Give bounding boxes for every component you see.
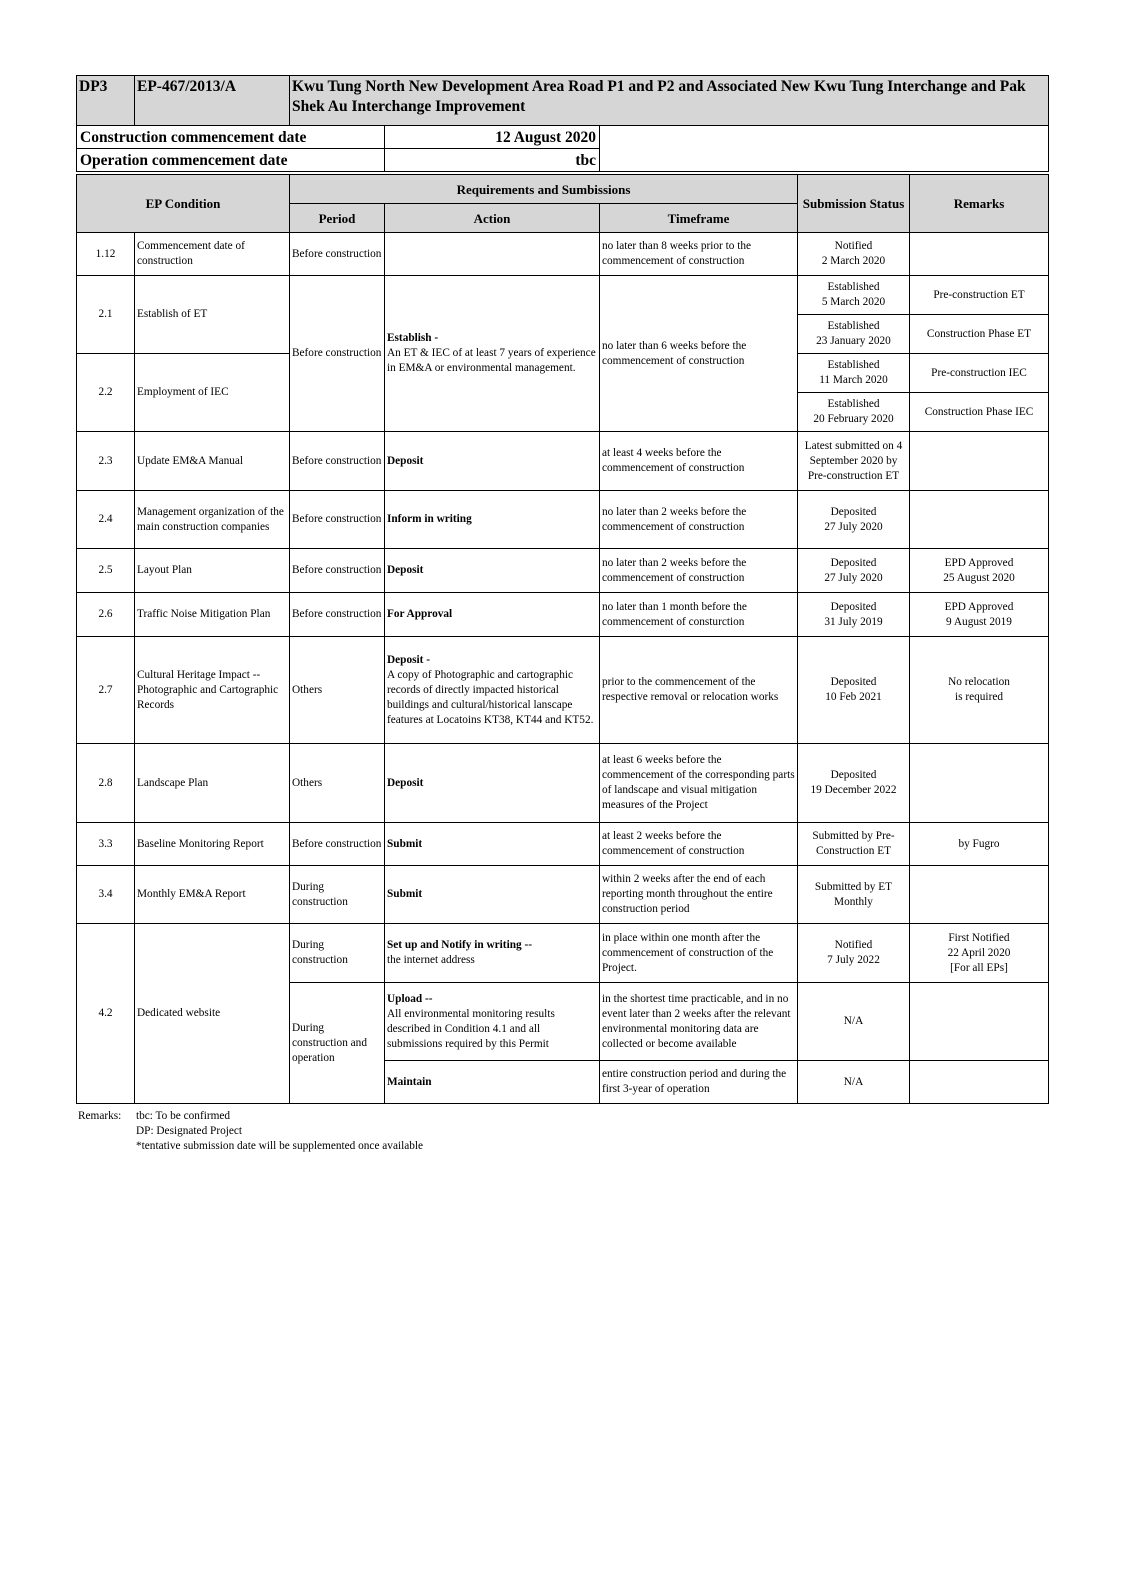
- condition-number: 3.4: [77, 866, 135, 924]
- period-cell: Before construction: [290, 593, 385, 637]
- condition-name: Layout Plan: [135, 549, 290, 593]
- remarks-line: *tentative submission date will be supplemented once available: [136, 1140, 424, 1152]
- status-cell: N/A: [798, 1061, 910, 1104]
- project-header-table: [76, 75, 1049, 126]
- status-cell: [798, 276, 910, 315]
- condition-name: Establish of ET: [135, 276, 290, 354]
- status-cell: [798, 354, 910, 393]
- timeframe-cell: prior to the commencement of the respective removal or relocation works: [600, 637, 798, 744]
- condition-number: 2.6: [77, 593, 135, 637]
- status-line: Notified: [834, 240, 873, 252]
- action-cell: Inform in writing: [385, 491, 600, 549]
- status-line: September 2020 by: [809, 454, 898, 467]
- commencement-dates-table: [76, 125, 1049, 172]
- condition-name: Dedicated website: [135, 924, 290, 1104]
- table-row: [77, 744, 1049, 823]
- status-line: 27 July 2020: [824, 520, 883, 533]
- period-cell: Before construction: [290, 823, 385, 866]
- status-cell: [798, 823, 910, 866]
- timeframe-cell: no later than 6 weeks before the commencement of construction: [600, 276, 798, 432]
- action-body: An ET & IEC of at least 7 years of experience in EM&A or environmental management.: [387, 347, 596, 374]
- condition-name: Baseline Monitoring Report: [135, 823, 290, 866]
- remarks-lines: [136, 1109, 636, 1154]
- remarks-cell: [910, 233, 1049, 276]
- condition-name: Landscape Plan: [135, 744, 290, 823]
- status-cell: [798, 315, 910, 354]
- status-line: Notified: [834, 939, 873, 951]
- status-cell: [798, 866, 910, 924]
- action-body: the internet address: [387, 954, 475, 966]
- timeframe-cell: entire construction period and during the first 3-year of operation: [600, 1061, 798, 1104]
- condition-number: 4.2: [77, 924, 135, 1104]
- status-cell: [798, 637, 910, 744]
- status-line: Deposited: [830, 676, 877, 688]
- status-cell: [798, 491, 910, 549]
- condition-number: 3.3: [77, 823, 135, 866]
- table-row: [77, 924, 1049, 983]
- status-line: Latest submitted on 4: [804, 439, 903, 452]
- remarks-cell: [910, 1061, 1049, 1104]
- remarks-line: [For all EPs]: [950, 961, 1008, 974]
- operation-date-value: tbc: [385, 149, 600, 172]
- condition-name: Commencement date of construction: [135, 233, 290, 276]
- condition-number: 2.3: [77, 432, 135, 491]
- status-line: 7 July 2022: [827, 954, 880, 966]
- action-cell: For Approval: [385, 593, 600, 637]
- remarks-cell: by Fugro: [910, 823, 1049, 866]
- condition-name: Cultural Heritage Impact -- Photographic and Cartographic Records: [135, 637, 290, 744]
- status-line: Deposited: [830, 556, 877, 569]
- action-cell: Submit: [385, 866, 600, 924]
- condition-number: 2.1: [77, 276, 135, 354]
- timeframe-cell: no later than 2 weeks before the commencement of construction: [600, 549, 798, 593]
- remarks-cell: [910, 637, 1049, 744]
- table-row: [77, 276, 1049, 315]
- status-line: Submitted by ET: [814, 880, 893, 893]
- remarks-line: EPD Approved: [944, 556, 1014, 569]
- action-cell: [385, 983, 600, 1061]
- operation-date-label: Operation commencement date: [77, 149, 385, 172]
- timeframe-cell: at least 6 weeks before the commencement of the corresponding parts of landscape and visual mitigation measures of the Project: [600, 744, 798, 823]
- table-row: [77, 491, 1049, 549]
- remarks-cell: Pre-construction IEC: [910, 354, 1049, 393]
- remarks-line: No relocation: [948, 676, 1010, 688]
- condition-number: 2.8: [77, 744, 135, 823]
- status-line: 11 March 2020: [819, 374, 888, 386]
- remarks-line: is required: [955, 691, 1003, 703]
- action-head: Deposit -: [387, 653, 430, 666]
- table-row: [77, 593, 1049, 637]
- status-cell: [798, 549, 910, 593]
- status-cell: [798, 432, 910, 491]
- remarks-cell: Construction Phase ET: [910, 315, 1049, 354]
- table-row: [77, 432, 1049, 491]
- period-cell: Before construction: [290, 432, 385, 491]
- condition-number: 1.12: [77, 233, 135, 276]
- col-period: Period: [290, 204, 385, 233]
- remarks-line: 22 April 2020: [947, 946, 1011, 959]
- remarks-label: Remarks:: [78, 1110, 122, 1122]
- status-line: Monthly: [834, 895, 873, 908]
- status-line: Established: [827, 281, 880, 293]
- col-timeframe: Timeframe: [600, 204, 798, 233]
- condition-name: Management organization of the main construction companies: [135, 491, 290, 549]
- period-cell: During construction: [290, 866, 385, 924]
- status-line: 20 February 2020: [813, 413, 894, 425]
- period-cell: Before construction: [290, 491, 385, 549]
- construction-date-value: 12 August 2020: [385, 126, 600, 149]
- action-cell: Submit: [385, 823, 600, 866]
- period-cell: During construction and operation: [290, 983, 385, 1104]
- status-cell: [798, 233, 910, 276]
- dp-number: DP3: [77, 76, 135, 126]
- status-line: 2 March 2020: [821, 255, 886, 267]
- col-ep-condition: EP Condition: [77, 175, 290, 233]
- status-line: Established: [827, 320, 880, 332]
- status-line: 19 December 2022: [810, 784, 897, 796]
- table-row: [77, 866, 1049, 924]
- action-cell: [385, 924, 600, 983]
- action-head: Establish -: [387, 332, 439, 344]
- remarks-cell: Pre-construction ET: [910, 276, 1049, 315]
- timeframe-cell: within 2 weeks after the end of each reporting month throughout the entire construction period: [600, 866, 798, 924]
- remarks-line: tbc: To be confirmed: [136, 1110, 231, 1122]
- col-requirements: Requirements and Sumbissions: [290, 175, 798, 204]
- status-cell: [798, 744, 910, 823]
- remarks-line: First Notified: [948, 931, 1010, 944]
- timeframe-cell: no later than 1 month before the commencement of consturction: [600, 593, 798, 637]
- remarks-line: 25 August 2020: [943, 571, 1015, 584]
- action-cell: Maintain: [385, 1061, 600, 1104]
- status-line: 5 March 2020: [821, 296, 886, 308]
- status-cell: N/A: [798, 983, 910, 1061]
- remarks-line: DP: Designated Project: [136, 1125, 243, 1137]
- status-line: Deposited: [830, 505, 877, 518]
- construction-date-label: Construction commencement date: [77, 126, 385, 149]
- col-remarks: Remarks: [910, 175, 1049, 233]
- action-body: A copy of Photographic and cartographic records of directly impacted historical buildings and cultural/historical lanscape features at Locatoins KT38, KT44 and KT52.: [387, 668, 594, 726]
- remarks-cell: [910, 744, 1049, 823]
- action-head: Set up and Notify in writing --: [387, 939, 532, 951]
- action-head: Upload --: [387, 992, 433, 1005]
- status-line: Pre-construction ET: [807, 469, 900, 482]
- status-cell: [798, 924, 910, 983]
- timeframe-cell: at least 4 weeks before the commencement of construction: [600, 432, 798, 491]
- remarks-cell: [910, 549, 1049, 593]
- action-body: All environmental monitoring results described in Condition 4.1 and all submissions required by this Permit: [387, 1007, 555, 1050]
- dates-blank-cell: [600, 126, 1049, 172]
- remarks-cell: [910, 491, 1049, 549]
- condition-name: Employment of IEC: [135, 354, 290, 432]
- period-cell: Others: [290, 637, 385, 744]
- remarks-line: EPD Approved: [944, 600, 1014, 613]
- remarks-cell: [910, 432, 1049, 491]
- col-action: Action: [385, 204, 600, 233]
- table-row: [77, 823, 1049, 866]
- status-line: Submitted by Pre-: [812, 830, 895, 842]
- period-cell: Others: [290, 744, 385, 823]
- status-line: 27 July 2020: [824, 571, 883, 584]
- timeframe-cell: in the shortest time practicable, and in no event later than 2 weeks after the relevant environmental monitoring data are collected or become available: [600, 983, 798, 1061]
- action-cell: Deposit: [385, 432, 600, 491]
- status-line: Deposited: [830, 600, 877, 613]
- condition-number: 2.4: [77, 491, 135, 549]
- remarks-cell: [910, 983, 1049, 1061]
- action-cell: Deposit: [385, 744, 600, 823]
- ep-number: EP-467/2013/A: [135, 76, 290, 126]
- table-row: [77, 549, 1049, 593]
- timeframe-cell: no later than 8 weeks prior to the commencement of construction: [600, 233, 798, 276]
- status-line: Deposited: [830, 769, 877, 781]
- status-cell: [798, 393, 910, 432]
- status-line: 10 Feb 2021: [825, 691, 882, 703]
- condition-number: 2.5: [77, 549, 135, 593]
- condition-number: 2.2: [77, 354, 135, 432]
- remarks-cell: [910, 866, 1049, 924]
- status-line: Established: [827, 359, 880, 371]
- period-cell: Before construction: [290, 549, 385, 593]
- period-cell: Before construction: [290, 233, 385, 276]
- status-line: 23 January 2020: [816, 335, 891, 347]
- condition-name: Monthly EM&A Report: [135, 866, 290, 924]
- remarks-cell: [910, 593, 1049, 637]
- condition-name: Traffic Noise Mitigation Plan: [135, 593, 290, 637]
- timeframe-cell: no later than 2 weeks before the commencement of construction: [600, 491, 798, 549]
- timeframe-cell: at least 2 weeks before the commencement of construction: [600, 823, 798, 866]
- remarks-cell: [910, 924, 1049, 983]
- action-cell: [385, 233, 600, 276]
- period-cell: Before construction: [290, 276, 385, 432]
- condition-name: Update EM&A Manual: [135, 432, 290, 491]
- status-line: Construction ET: [816, 845, 891, 857]
- status-line: 31 July 2019: [824, 615, 883, 628]
- remarks-line: 9 August 2019: [946, 615, 1012, 628]
- timeframe-cell: in place within one month after the commencement of construction of the Project.: [600, 924, 798, 983]
- action-cell: Deposit: [385, 549, 600, 593]
- remarks-cell: Construction Phase IEC: [910, 393, 1049, 432]
- status-cell: [798, 593, 910, 637]
- condition-number: 2.7: [77, 637, 135, 744]
- status-line: Established: [827, 398, 880, 410]
- project-title: Kwu Tung North New Development Area Road P1 and P2 and Associated New Kwu Tung Interchange and Pak Shek Au Interchange Improvement: [290, 76, 1049, 126]
- table-row: [77, 233, 1049, 276]
- action-cell: [385, 276, 600, 432]
- ep-conditions-table: [76, 174, 1049, 1104]
- period-cell: During construction: [290, 924, 385, 983]
- action-cell: [385, 637, 600, 744]
- col-submission-status: Submission Status: [798, 175, 910, 233]
- table-row: [77, 637, 1049, 744]
